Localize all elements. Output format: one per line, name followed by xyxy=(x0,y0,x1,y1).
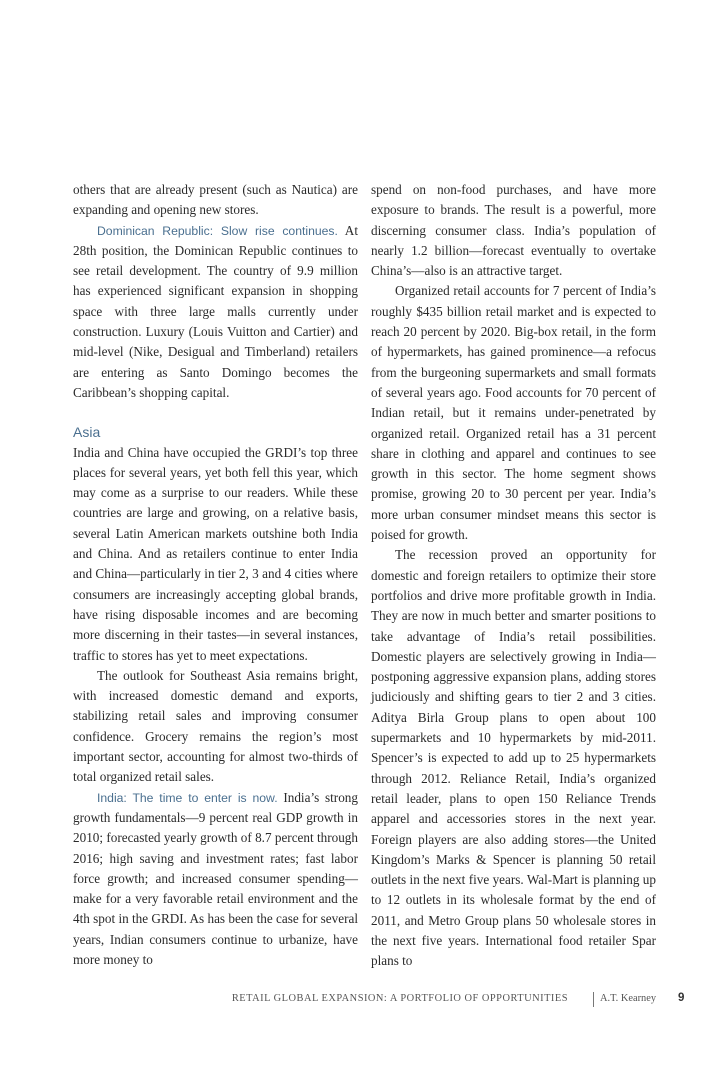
paragraph-dominican-republic xyxy=(73,221,358,404)
footer-brand: A.T. Kearney xyxy=(600,993,657,1004)
paragraph-india-china: India and China have occupied the GRDI’s top three places for several years, yet both fell this year, which may come as a surprise to our readers. While these countries are large and growing, on a relative basis, several Latin American markets outshine both India and China. And as retailers continue to enter India and China—particularly in tier 2, 3 and 4 cities where consumers are increasingly accepting global brands, have rising disposable incomes and are becoming more discerning in their tastes—in several instances, traffic to stores has yet to meet expectations. xyxy=(73,444,358,663)
dominican-republic-body: At 28th position, the Dominican Republic continues to see retail development. The country of 9.9 million has experienced significant expansion in shopping space with three large malls currently under construction. Luxury (Louis Vuitton and Cartier) and mid-level (Nike, Desigual and Timberland) retailers are entering as Santo Domingo becomes the Caribbean’s shopping capital. xyxy=(73,222,358,400)
page-footer xyxy=(0,993,728,1009)
paragraph-consumer-class: spend on non-food purchases, and have more exposure to brands. The result is a powerful, more discerning consumer class. India’s population of nearly 1.2 billion—forecast eventually to overtake China’s—also is an attractive target. xyxy=(371,182,656,279)
right-column xyxy=(371,180,656,972)
india-subheading: India: The time to enter is now. xyxy=(97,790,278,805)
dominican-republic-subheading: Dominican Republic: Slow rise continues. xyxy=(97,223,338,238)
footer-title: RETAIL GLOBAL EXPANSION: A PORTFOLIO OF OPPORTUNITIES xyxy=(231,993,568,1004)
left-column xyxy=(73,180,358,970)
paragraph-nautica: others that are already present (such as Nautica) are expanding and opening new stores. xyxy=(73,182,358,218)
section-heading-asia: Asia xyxy=(73,424,101,441)
paragraph-recession: The recession proved an opportunity for domestic and foreign retailers to optimize their store portfolios and drive more profitable growth in India. They are now in much better and smarter positions to take advantage of India’s retail possibilities. Domestic players are selectively growing in India—postponing aggressive expansion plans, adding stores judiciously and shifting gears to tier 2 and 3 cities. Aditya Birla Group plans to open about 100 supermarkets and 10 hypermarkets by mid-2011. Spencer’s is expected to add up to 25 hypermarkets through 2012. Reliance Retail, India’s organized retail leader, plans to open 150 Reliance Trends apparel and accessories stores in the next year. Foreign players are also adding stores—the United Kingdom’s Marks & Spencer is planning 50 retail outlets in the next five years. Wal-Mart is planning up to 12 outlets in its wholesale format by the end of 2011, and Metro Group plans 50 wholesale stores in the next five years. International food retailer Spar plans to xyxy=(371,547,656,969)
paragraph-organized-retail: Organized retail accounts for 7 percent of India’s roughly $435 billion retail market and is expected to reach 20 percent by 2020. Big-box retail, in the form of hypermarkets, has gained prominence—a refocus from the burgeoning supermarkets and small formats of several years ago. Food accounts for 70 percent of Indian retail, but it remains under-penetrated by organized retail. Organized retail has a 31 percent share in clothing and apparel and continues to see growth in this sector. The home segment shows promise, growing 20 to 30 percent per year. India’s more urban consumer mindset means this sector is poised for growth. xyxy=(371,283,656,543)
page-number: 9 xyxy=(678,992,685,1004)
paragraph-southeast-asia: The outlook for Southeast Asia remains bright, with increased domestic demand and exports, stabilizing retail sales and improving consumer confidence. Grocery remains the region’s most important sector, accounting for almost two-thirds of total organized retail sales. xyxy=(73,667,358,785)
india-intro-body: India’s strong growth fundamentals—9 percent real GDP growth in 2010; forecasted yearly growth of 8.7 percent through 2016; high saving and investment rates; fast labor force growth; and increased consumer spending—make for a very favorable retail environment and the 4th spot in the GRDI. As has been the case for several years, Indian consumers continue to urbanize, have more money to xyxy=(73,789,358,967)
paragraph-india-intro xyxy=(73,788,358,971)
footer-divider xyxy=(593,992,594,1007)
